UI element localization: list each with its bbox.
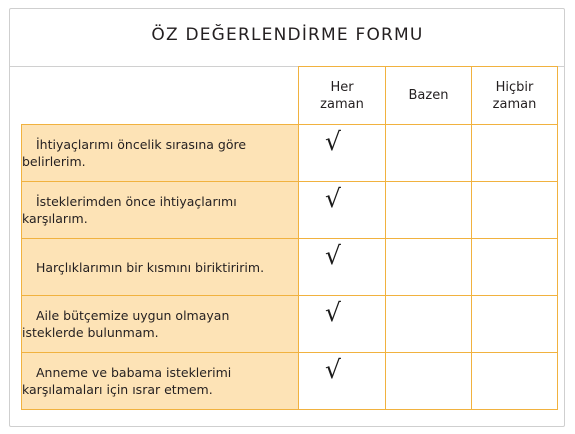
- check-mark-icon: √: [325, 241, 341, 270]
- response-cell-her-zaman[interactable]: [299, 296, 386, 353]
- check-mark-icon: √: [325, 298, 341, 327]
- table-row: [22, 296, 558, 353]
- statement-text: Anneme ve babama isteklerimi karşılamaları için ısrar etmem.: [22, 365, 232, 397]
- table-row: [22, 239, 558, 296]
- response-cell-bazen[interactable]: [386, 125, 472, 182]
- response-cell-bazen[interactable]: [386, 296, 472, 353]
- column-header-bazen: Bazen: [386, 67, 472, 125]
- statement-cell: [22, 296, 299, 353]
- response-cell-hicbir-zaman[interactable]: [472, 239, 558, 296]
- statement-text: İsteklerimden önce ihtiyaçlarımı karşılarım.: [22, 194, 237, 226]
- statement-text: Harçlıklarımın bir kısmını biriktiririm.: [36, 259, 265, 275]
- statement-cell: [22, 353, 299, 410]
- response-cell-bazen[interactable]: [386, 182, 472, 239]
- response-cell-hicbir-zaman[interactable]: [472, 125, 558, 182]
- form-title: ÖZ DEĞERLENDİRME FORMU: [151, 25, 424, 45]
- statement-cell: [22, 125, 299, 182]
- response-cell-bazen[interactable]: [386, 353, 472, 410]
- statement-cell: [22, 182, 299, 239]
- table-row: [22, 125, 558, 182]
- response-cell-hicbir-zaman[interactable]: [472, 182, 558, 239]
- response-cell-her-zaman[interactable]: [299, 125, 386, 182]
- response-cell-her-zaman[interactable]: [299, 353, 386, 410]
- table-row: [22, 182, 558, 239]
- self-assessment-table: [21, 66, 558, 410]
- column-header-her-zaman: Her zaman: [299, 67, 386, 125]
- response-cell-her-zaman[interactable]: [299, 239, 386, 296]
- check-mark-icon: √: [325, 127, 341, 156]
- header-row: [22, 67, 558, 125]
- column-header-hicbir-zaman: Hiçbir zaman: [472, 67, 558, 125]
- response-cell-bazen[interactable]: [386, 239, 472, 296]
- response-cell-hicbir-zaman[interactable]: [472, 353, 558, 410]
- statement-cell: [22, 239, 299, 296]
- statement-text: İhtiyaçlarımı öncelik sırasına göre belirlerim.: [22, 137, 247, 169]
- check-mark-icon: √: [325, 355, 341, 384]
- response-cell-her-zaman[interactable]: [299, 182, 386, 239]
- table-row: [22, 353, 558, 410]
- statement-text: Aile bütçemize uygun olmayan isteklerde bulunmam.: [22, 308, 230, 340]
- header-blank-cell: [22, 67, 299, 125]
- response-cell-hicbir-zaman[interactable]: [472, 296, 558, 353]
- check-mark-icon: √: [325, 184, 341, 213]
